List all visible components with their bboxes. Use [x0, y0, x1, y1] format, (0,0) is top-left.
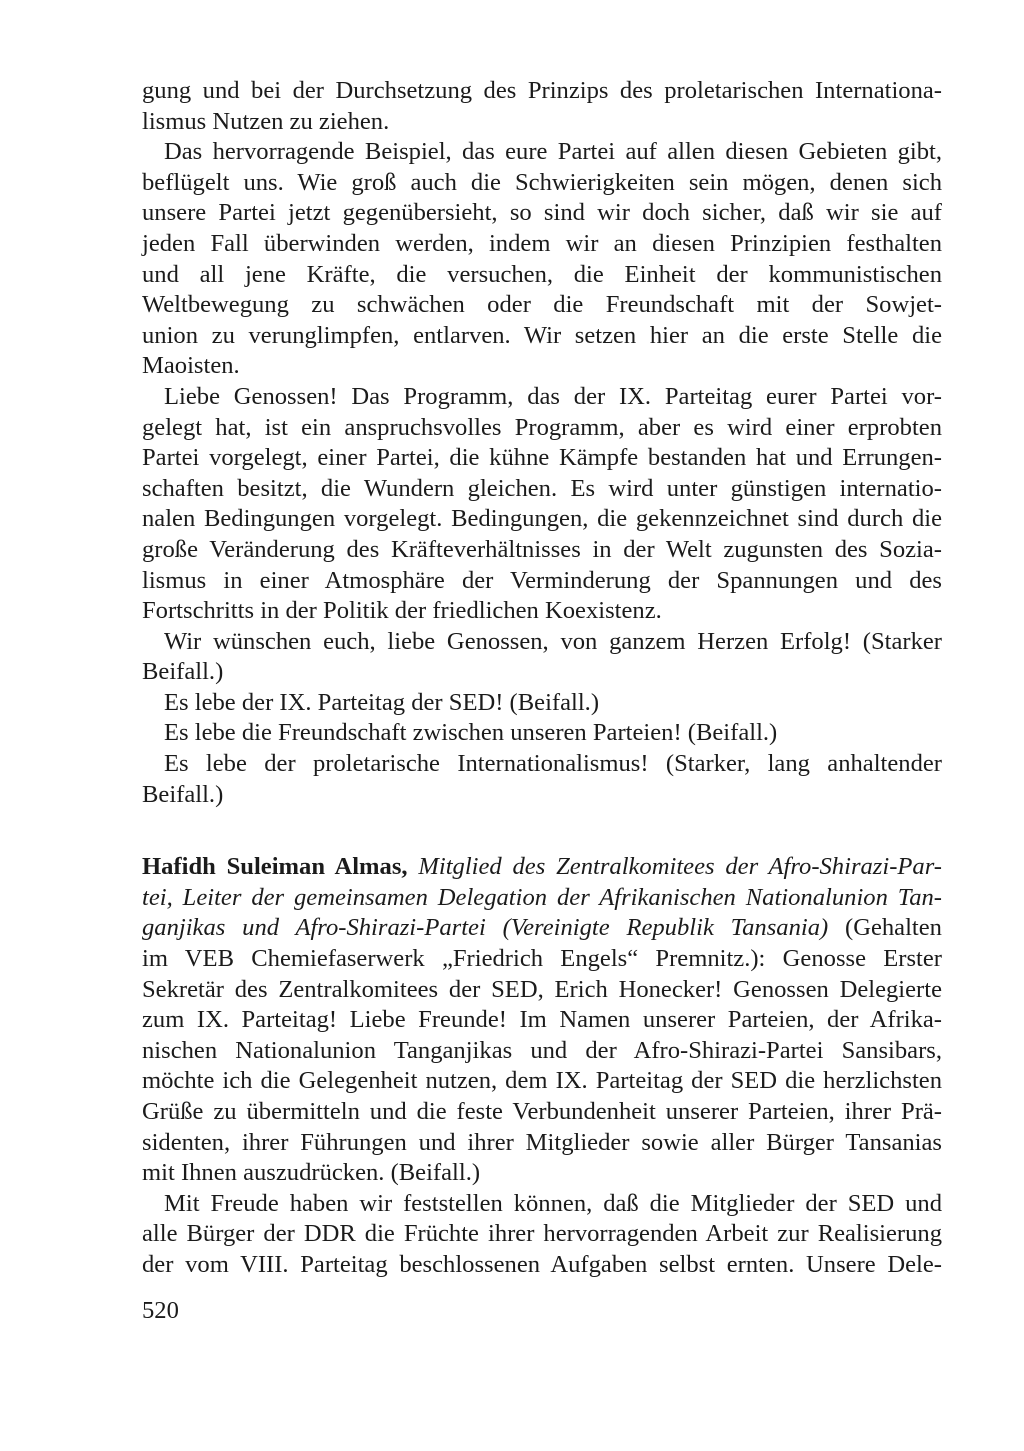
paragraph-1	[142, 76, 942, 137]
text-line: und all jene Kräfte, die versuchen, die Einheit der kommunistischen	[142, 260, 942, 288]
closing-paragraph	[142, 1189, 942, 1281]
text-line: Mit Freude haben wir feststellen können, daß die Mitglieder der SED und	[164, 1189, 942, 1217]
text-line: der vom VIII. Parteitag beschlossenen Aufgaben selbst ernten. Unsere Dele-	[142, 1250, 942, 1278]
paragraph-5	[142, 688, 942, 719]
text-line: union zu verunglimpfen, entlarven. Wir setzen hier an die erste Stelle die	[142, 321, 942, 349]
text-line: gelegt hat, ist ein anspruchsvolles Programm, aber es wird einer erprobten	[142, 413, 942, 441]
text-line: jeden Fall überwinden werden, indem wir an diesen Prinzipien festhalten	[142, 229, 942, 257]
text-line: Es lebe der proletarische Internationalismus! (Starker, lang anhaltender	[164, 750, 942, 778]
text-line: beflügelt uns. Wie groß auch die Schwierigkeiten sein mögen, denen sich	[142, 168, 942, 196]
text-line: Grüße zu übermitteln und die feste Verbundenheit unserer Parteien, ihrer Prä-	[142, 1098, 942, 1125]
text-line	[142, 913, 942, 944]
speaker-role: ganjikas und Afro-Shirazi-Partei (Vereinigte Republik Tansania)	[142, 914, 829, 942]
text-line: nalen Bedingungen vorgelegt. Bedingungen, die gekennzeichnet sind durch die	[142, 505, 942, 533]
text-line: im VEB Chemiefaserwerk „Friedrich Engels“ Premnitz.): Genosse Erster	[142, 945, 942, 973]
text-line: Beifall.)	[142, 780, 224, 808]
text-line: Liebe Genossen! Das Programm, das der IX. Parteitag eurer Partei vor-	[164, 382, 942, 410]
text-line: große Veränderung des Kräfteverhältnisses in der Welt zugunsten des Sozia-	[142, 535, 942, 563]
text-line: Wir wünschen euch, liebe Genossen, von ganzem Herzen Erfolg! (Starker	[164, 627, 942, 655]
text-line: sidenten, ihrer Führungen und ihrer Mitglieder sowie aller Bürger Tansanias	[142, 1128, 942, 1156]
speaker-role: Mitglied des Zentralkomitees der Afro-Shirazi-Par-	[418, 853, 942, 881]
text-line: möchte ich die Gelegenheit nutzen, dem IX. Parteitag der SED die herzlichsten	[142, 1067, 942, 1095]
text-line: Weltbewegung zu schwächen oder die Freundschaft mit der Sowjet-	[142, 291, 942, 319]
speaker-name: Hafidh Suleiman Almas,	[142, 853, 408, 881]
page-number: 520	[142, 1297, 179, 1324]
text-line: Beifall.)	[142, 658, 224, 686]
speaker-role: tei, Leiter der gemeinsamen Delegation der Afrikanischen Nationalunion Tan-	[142, 883, 942, 911]
text-line: Es lebe die Freundschaft zwischen unseren Parteien! (Beifall.)	[164, 719, 778, 747]
page-body	[142, 76, 942, 1281]
text-line: unsere Partei jetzt gegenübersieht, so sind wir doch sicher, daß wir sie auf	[142, 199, 942, 227]
text-line: Es lebe der IX. Parteitag der SED! (Beifall.)	[164, 688, 600, 716]
text-line: Sekretär des Zentralkomitees der SED, Erich Honecker! Genossen Delegierte	[142, 975, 942, 1003]
text-line: lismus Nutzen zu ziehen.	[142, 107, 390, 135]
text-line: alle Bürger der DDR die Früchte ihrer hervorragenden Arbeit zur Realisierung	[142, 1220, 942, 1248]
text-line	[142, 852, 942, 883]
text-line: zum IX. Parteitag! Liebe Freunde! Im Namen unserer Parteien, der Afrika-	[142, 1006, 942, 1034]
paragraph-4	[142, 627, 942, 688]
section-gap	[142, 810, 942, 852]
paragraph-6	[142, 718, 942, 749]
text-line: schaften besitzt, die Wundern gleichen. Es wird unter günstigen internatio-	[142, 474, 942, 502]
text-line: Maoisten.	[142, 352, 240, 380]
text-line: lismus in einer Atmosphäre der Verminderung der Spannungen und des	[142, 566, 942, 594]
speech-paragraph	[142, 852, 942, 1189]
text-line: Partei vorgelegt, einer Partei, die kühne Kämpfe bestanden hat und Errungen-	[142, 444, 942, 472]
speech-note: (Gehalten	[845, 914, 942, 942]
text-line: mit Ihnen auszudrücken. (Beifall.)	[142, 1159, 481, 1187]
paragraph-2	[142, 137, 942, 382]
text-line: nischen Nationalunion Tanganjikas und der Afro-Shirazi-Partei Sansibars,	[142, 1036, 942, 1064]
text-line: Fortschritts in der Politik der friedlichen Koexistenz.	[142, 597, 662, 625]
paragraph-7	[142, 749, 942, 810]
text-line: Das hervorragende Beispiel, das eure Partei auf allen diesen Gebieten gibt,	[164, 138, 942, 166]
paragraph-3	[142, 382, 942, 627]
text-line: gung und bei der Durchsetzung des Prinzips des proletarischen Internationa-	[142, 77, 942, 104]
